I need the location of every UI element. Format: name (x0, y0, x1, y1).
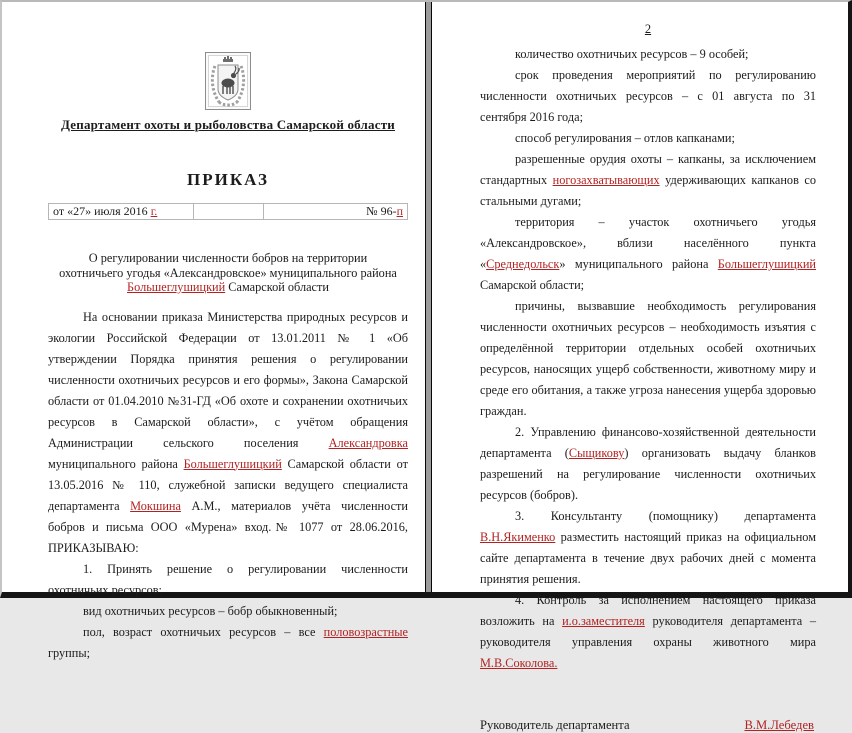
red-edit-text: В.М.Лебедев (744, 718, 814, 732)
red-edit-text: Среднедольск (486, 257, 560, 271)
date-number-row (49, 204, 408, 220)
text-segment: группы; (48, 645, 91, 660)
text-segment: пол, возраст охотничьих ресурсов – все (83, 624, 324, 639)
samara-region-coat-of-arms-icon (205, 52, 251, 110)
text-segment: Самарской области от 13.05.2016 № 110, служебной записки ведущего специалиста департамента (48, 456, 408, 513)
text-segment: 4. Контроль за исполнением настоящего приказа возложить на (480, 593, 816, 628)
paragraph (480, 296, 816, 422)
red-edit-text: В.Н.Якименко (480, 530, 556, 544)
text-segment: На основании приказа Министерства природных ресурсов и экологии Российской Федерации от 13.01.2011 № 1 «Об утверждении Порядка принятия решения о регулировании численности охотничьих ресурсов и его формы», Закона Самарской области от 01.04.2010 №31-ГД «Об охоте и сохранении охотничьих ресурсов в Самарской области», с учётом обращения Администрации сельского поселения (48, 309, 408, 450)
page-divider (425, 2, 432, 592)
text-segment: от «27» июля 2016 (53, 204, 151, 218)
red-edit-text: Сыщикову (568, 446, 625, 460)
doc-type-title: ПРИКАЗ (187, 170, 269, 189)
text-segment: 2. Управлению финансово-хозяйственной деятельности департамента ( (480, 425, 816, 460)
document-page-2 (432, 2, 848, 732)
order-date-cell (49, 204, 194, 220)
page2-body (480, 44, 816, 674)
red-edit-text: Большеглушицкий (127, 280, 226, 294)
text-segment: А.М., материалов учёта численности бобров и письма ООО «Мурена» вход.№ 1077 от 28.06.2016, ПРИКАЗЫВАЮ: (48, 498, 408, 555)
red-edit-text: Большеглушицкий (183, 456, 282, 471)
text-segment: руководителя департамента – руководителя управления охраны животного мира (480, 614, 816, 649)
signature-name (744, 718, 814, 733)
text-segment: разместить настоящий приказ на официальном сайте департамента в течение двух рабочих дней с момента принятия решения. (480, 530, 816, 586)
paragraph (480, 65, 816, 128)
text-segment: Самарской области (225, 280, 329, 294)
text-segment: количество охотничьих ресурсов – 9 особей; (515, 47, 749, 61)
signature-row (480, 718, 816, 733)
order-subject (48, 251, 408, 295)
text-segment: способ регулирования – отлов капканами; (515, 131, 735, 145)
paragraph (480, 44, 816, 65)
text-segment: срок проведения мероприятий по регулированию численности охотничьих ресурсов – с 01 августа по 31 сентября 2016 года; (480, 68, 816, 124)
paragraph (480, 590, 816, 674)
paragraph (480, 128, 816, 149)
paragraph (48, 601, 408, 622)
red-edit-text: Большеглушицкий (717, 257, 816, 271)
page-number: 2 (644, 22, 652, 36)
text-segment: » муниципального района (559, 257, 718, 271)
department-title: Департамент охоты и рыболовства Самарской области (61, 117, 395, 132)
text-segment: 3. Консультанту (помощнику) департамента (515, 509, 816, 523)
text-segment: № 96- (366, 204, 397, 218)
paragraph (480, 149, 816, 212)
paragraph (480, 212, 816, 296)
text-segment: ) организовать выдачу бланков разрешений на регулирование численности охотничьих ресурсов (бобров). (480, 446, 816, 502)
text-segment: Самарской области; (480, 278, 585, 292)
red-edit-text: половозрастные (323, 624, 408, 639)
red-edit-text: г. (150, 204, 158, 218)
order-number-cell (264, 204, 408, 220)
signature-position: Руководитель департамента (480, 718, 630, 732)
text-segment: вид охотничьих ресурсов – бобр обыкновенный; (83, 603, 338, 618)
text-segment: муниципального района (48, 456, 184, 471)
page1-body (48, 307, 408, 664)
empty-cell (194, 204, 264, 220)
text-segment: территория – участок охотничьего угодья «Александровское», вблизи населённого пункта « (480, 215, 816, 271)
red-edit-text: Мокшина (130, 498, 181, 513)
paragraph (48, 307, 408, 559)
text-segment: 1. Принять решение о регулировании численности охотничьих ресурсов: (48, 561, 408, 597)
document-page-1 (2, 2, 425, 660)
text-segment: разрешенные орудия охоты – капканы, за исключением стандартных (480, 152, 816, 187)
red-edit-text: п (396, 204, 403, 218)
text-segment: причины, вызвавшие необходимость регулирования численности охотничьих ресурсов – необходимость изъятия с определённой территории отдельных особей охотничьих ресурсов, наносящих ущерб собственности, животному миру и среде его обитания, а также угроза нанесения ущерба здоровью граждан. (480, 299, 816, 418)
red-edit-text: М.В.Соколова. (480, 656, 558, 670)
paragraph (48, 559, 408, 601)
emblem-container (48, 52, 408, 110)
paragraph (48, 622, 408, 664)
red-edit-text: ногозахватывающих (552, 173, 660, 187)
paragraph (480, 422, 816, 506)
date-number-table (48, 203, 408, 220)
text-segment: О регулировании численности бобров на территории охотничьего угодья «Александровское» муниципального района (59, 251, 397, 280)
text-segment: удерживающих капканов со стальными дугами; (480, 173, 816, 208)
red-edit-text: Александровка (328, 435, 408, 450)
paragraph (480, 506, 816, 590)
red-edit-text: и.о.заместителя (562, 614, 645, 628)
